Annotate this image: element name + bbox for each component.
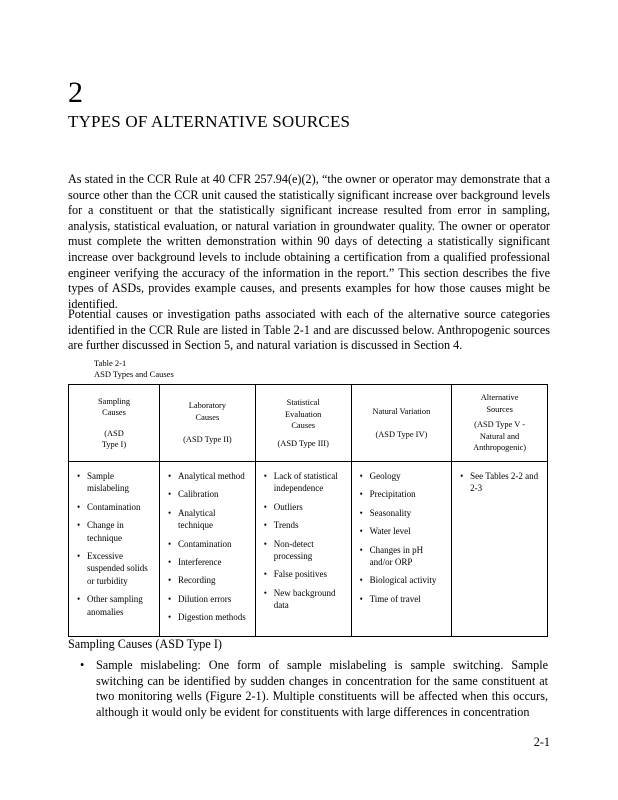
table-caption-number: Table 2-1 <box>94 358 127 368</box>
col-head-line: Natural Variation <box>372 407 431 416</box>
col-head-line: Anthropogenic) <box>473 443 527 453</box>
list-item: • Lack of statistical independence <box>274 470 347 495</box>
table-cell-natural-variation <box>351 462 452 637</box>
chapter-number: 2 <box>68 76 83 109</box>
col-head-line: (ASD Type V - <box>474 420 525 430</box>
list-item: • Sample mislabeling <box>87 470 155 495</box>
section-heading-sampling-causes: Sampling Causes (ASD Type I) <box>68 637 222 651</box>
col-head-line: Evaluation <box>285 409 322 419</box>
list-item: • Time of travel <box>370 593 448 605</box>
list-item: • Analytical technique <box>178 507 251 532</box>
list-item: • Digestion methods <box>178 611 251 623</box>
col-head-line: (ASD Type II) <box>183 435 232 445</box>
col-head-spacer <box>164 423 251 434</box>
list-item: • New background data <box>274 587 347 612</box>
list-item: • Biological activity <box>370 574 448 586</box>
cell-list-laboratory <box>164 470 251 624</box>
table-header-cell-statistical <box>255 385 351 462</box>
col-head-line: Sampling <box>97 396 131 406</box>
list-item: • Contamination <box>87 501 155 513</box>
col-head-spacer <box>73 419 155 428</box>
list-item: • Excessive suspended solids or turbidity <box>87 550 155 587</box>
list-item: • Non-detect processing <box>274 538 347 563</box>
cell-list-statistical <box>260 470 347 612</box>
col-head-line: Sources <box>486 404 513 414</box>
col-head-spacer <box>356 418 448 429</box>
list-item: • Seasonality <box>370 507 448 519</box>
list-item: • See Tables 2-2 and 2-3 <box>470 470 543 495</box>
list-item: • Changes in pH and/or ORP <box>370 544 448 569</box>
table-cell-statistical-causes <box>255 462 351 637</box>
list-item: • Other sampling anomalies <box>87 593 155 618</box>
chapter-title: TYPES OF ALTERNATIVE SOURCES <box>68 112 351 131</box>
list-item: • False positives <box>274 568 347 580</box>
bullet-marker: • <box>80 658 85 672</box>
col-head-line: (ASD Type IV) <box>375 429 428 439</box>
table-header-cell-natural-variation <box>351 385 452 462</box>
asd-types-and-causes-table <box>68 384 548 637</box>
col-head-line: Statistical <box>286 398 320 407</box>
page-number: 2-1 <box>533 735 550 749</box>
list-item: • Precipitation <box>370 488 448 500</box>
list-item: • Interference <box>178 556 251 568</box>
list-item: • Water level <box>370 525 448 537</box>
table-header-cell-laboratory <box>160 385 256 462</box>
cell-list-alternative-sources <box>456 470 543 495</box>
col-head-line: Causes <box>102 408 126 417</box>
table-header-cell-sampling <box>69 385 160 462</box>
table-header-row <box>69 385 548 462</box>
cell-list-sampling <box>73 470 155 618</box>
col-head-line: Type I) <box>101 440 127 449</box>
cell-list-natural-variation <box>356 470 448 605</box>
list-item: • Recording <box>178 574 251 586</box>
bullet-paragraph-sample-mislabeling: Sample mislabeling: One form of sample mislabeling is sample switching. Sample switching can be identified by sudden changes in concentration for the same constituent at two monitoring wells (Figure 2-1). Multiple constituents will be affected when this occurs, although it would only be evident for constituents with large differences in concentration <box>96 658 548 719</box>
list-item: • Calibration <box>178 488 251 500</box>
table-body-row <box>69 462 548 637</box>
col-head-line: (ASD Type III) <box>277 438 329 448</box>
list-item: • Change in technique <box>87 519 155 544</box>
list-item: • Geology <box>370 470 448 482</box>
col-head-line: (ASD <box>104 428 124 438</box>
list-item: • Outliers <box>274 501 347 513</box>
col-head-line: Causes <box>195 412 220 422</box>
col-head-line: Alternative <box>480 393 519 403</box>
table-cell-alternative-sources <box>452 462 548 637</box>
col-head-line: Natural and <box>479 431 520 441</box>
table-cell-sampling-causes <box>69 462 160 637</box>
table-header-cell-alternative-sources <box>452 385 548 462</box>
col-head-line: Causes <box>291 421 316 430</box>
col-head-line: Laboratory <box>188 401 226 411</box>
paragraph-intro: As stated in the CCR Rule at 40 CFR 257.94(e)(2), “the owner or operator may demonstrate that a source other than the CCR unit caused the statistically significant increase over background levels for a constituent or that the statistically significant increase resulted from error in sampling, analysis, statistical evaluation, or natural variation in groundwater quality. The owner or operator must complete the written demonstration within 90 days of detecting a statistically significant increase over background levels to include obtaining a certification from a qualified professional engineer verifying the accuracy of the information in the report.” This section describes the five types of ASDs, provides example causes, and presents examples for how those causes might be identified. <box>68 172 550 311</box>
table-cell-laboratory-causes <box>160 462 256 637</box>
list-item: • Trends <box>274 519 347 531</box>
paragraph-potential-causes: Potential causes or investigation paths associated with each of the alternative source categories identified in the CCR Rule are listed in Table 2-1 and are discussed below. Anthropogenic sources are further discussed in Section 5, and natural variation is discussed in Section 4. <box>68 307 550 353</box>
table-caption-title: ASD Types and Causes <box>94 369 174 379</box>
list-item: • Analytical method <box>178 470 251 482</box>
list-item: • Dilution errors <box>178 593 251 605</box>
list-item: • Contamination <box>178 538 251 550</box>
